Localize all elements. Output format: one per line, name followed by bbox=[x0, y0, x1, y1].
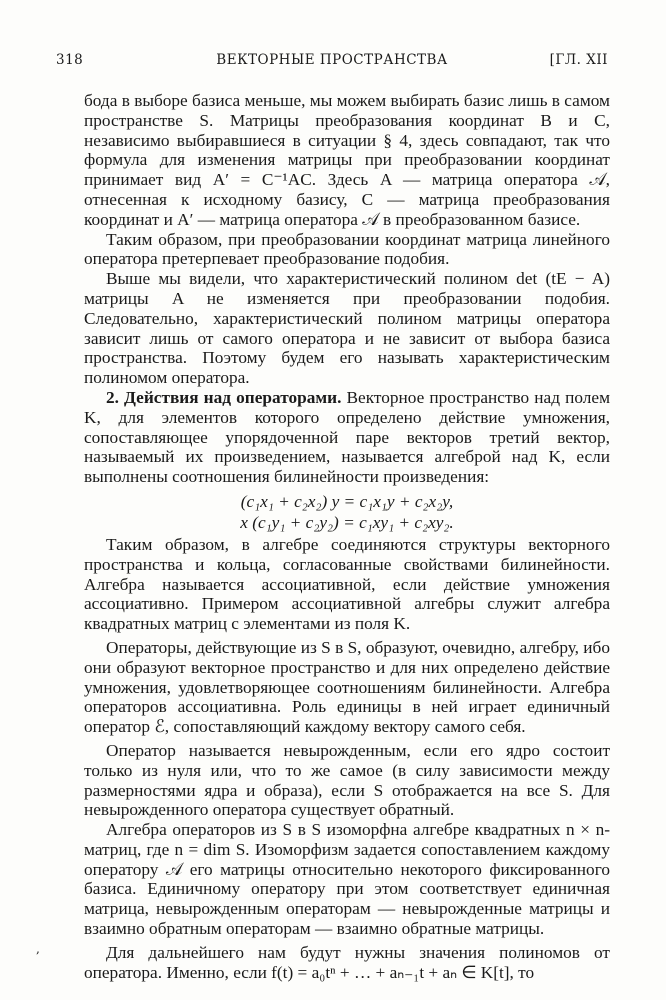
running-title: ВЕКТОРНЫЕ ПРОСТРАНСТВА bbox=[216, 52, 448, 68]
paragraph: Для дальнейшего нам будут нужны значения полиномов от оператора. Именно, если f(t) = a₀tⁿ + … + aₙ₋₁t + aₙ ∈ K[t], то bbox=[84, 942, 610, 982]
paragraph: Алгебра операторов из S в S изоморфна алгебре квадратных n × n-матриц, где n = dim S. Изоморфизм задается сопоставлением каждому оператору 𝒜 его матрицы относительно некоторого фиксированного базиса. Единичному оператору при этом соответствует единичная матрица, невырожденным операторам — невырожденные матрицы и взаимно обратным операторам — взаимно обратные матрицы. bbox=[84, 820, 610, 939]
page-body bbox=[84, 91, 610, 982]
paragraph: Оператор называется невырожденным, если его ядро состоит только из нуля или, что то же самое (в силу зависимости между размерностями ядра и образа), если S отображается на все S. Для невырожденного оператора существует обратный. bbox=[84, 740, 610, 820]
chapter-label: [ГЛ. XII bbox=[549, 52, 608, 68]
equation: x (c₁y₁ + c₂y₂) = c₁xy₁ + c₂xy₂. bbox=[240, 512, 454, 532]
paragraph: Таким образом, при преобразовании координат матрица линейного оператора претерпевает преобразование подобия. bbox=[84, 229, 610, 269]
equation: (c₁x₁ + c₂x₂) y = c₁x₁y + c₂x₂y, bbox=[240, 491, 454, 511]
paragraph: Операторы, действующие из S в S, образуют, очевидно, алгебру, ибо они образуют векторное пространство и для них определено действие умножения, удовлетворяющее соотношениям билинейности. Алгебра операторов ассоциативна. Роль единицы в ней играет единичный оператор ℰ, сопоставляющий каждому вектору самого себя. bbox=[84, 637, 610, 737]
section-heading: 2. Действия над операторами. bbox=[106, 387, 342, 407]
running-header bbox=[56, 52, 608, 72]
paragraph: Выше мы видели, что характеристический полином det (tE − A) матрицы A не изменяется при преобразовании подобия. Следовательно, характеристический полином матрицы оператора зависит лишь от самого оператора и не зависит от выбора базиса пространства. Поэтому будем его называть характеристическим полиномом оператора. bbox=[84, 269, 610, 388]
section-paragraph bbox=[84, 388, 610, 487]
section-text: Векторное пространство над полем K, для элементов которого определено действие умножения, сопоставляющее упорядоченной паре векторов третий вектор, называемый их произведением, называется алгеброй над K, если выполнены соотношения билинейности произведения: bbox=[84, 387, 611, 487]
page-number: 318 bbox=[56, 52, 84, 68]
paragraph: Таким образом, в алгебре соединяются структуры векторного пространства и кольца, согласованные свойствами билинейности. Алгебра называется ассоциативной, если действие умножения ассоциативно. Примером ассоциативной алгебры служит алгебра квадратных матриц с элементами из поля K. bbox=[84, 534, 610, 634]
equation-block bbox=[84, 491, 610, 533]
margin-mark: , bbox=[36, 942, 40, 956]
paragraph: бода в выборе базиса меньше, мы можем выбирать базис лишь в самом пространстве S. Матрицы преобразования координат B и C, независимо выбиравшиеся в ситуации § 4, здесь совпадают, так что формула для изменения матрицы при преобразовании координат принимает вид A′ = C⁻¹AC. Здесь A — матрица оператора 𝒜, отнесенная к исходному базису, C — матрица преобразования координат и A′ — матрица оператора 𝒜 в преобразованном базисе. bbox=[84, 91, 610, 229]
